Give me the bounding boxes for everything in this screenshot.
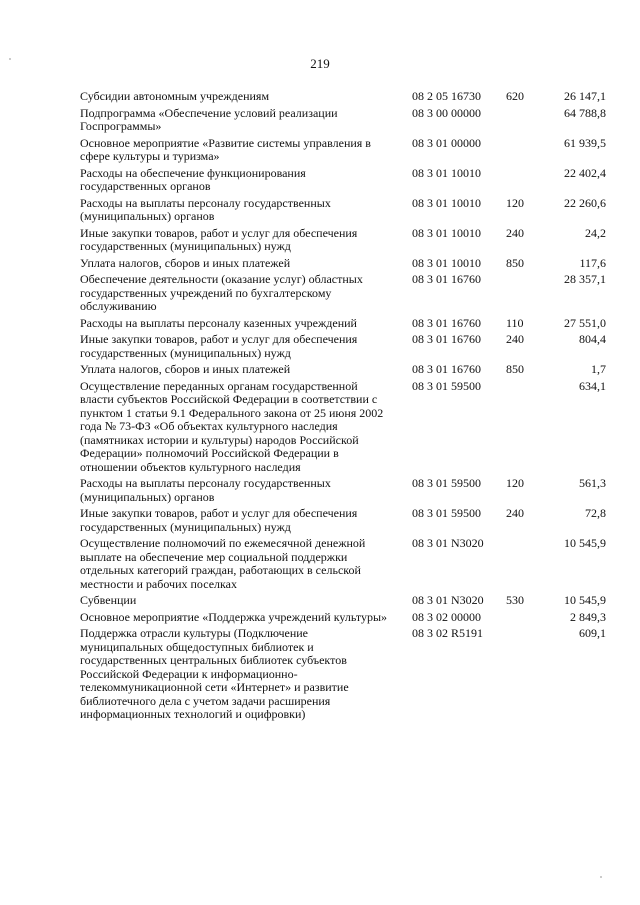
- row-code: 08 3 01 10010: [412, 225, 481, 240]
- page-number: 219: [310, 56, 330, 71]
- row-code: 08 3 00 00000: [412, 105, 481, 120]
- row-expense-kind: [504, 627, 544, 725]
- row-expense-kind: 240: [506, 332, 524, 346]
- row-sum: 804,4: [579, 332, 606, 346]
- row-sum: 24,2: [585, 225, 606, 240]
- table-row: [80, 507, 606, 537]
- row-sum: 2 849,3: [570, 609, 606, 624]
- row-sum: 22 402,4: [564, 165, 606, 180]
- row-name: Осуществление полномочий по ежемесячной денежной выплате на обеспечение мер социальной поддержки отдельных категорий граждан, работающих в сельской местности и рабочих поселках: [80, 536, 366, 591]
- table-row: [80, 90, 606, 107]
- row-name: Осуществление переданных органам государственной власти субъектов Российской Федерации в соответствии с пунктом 1 статьи 9.1 Федерального закона от 25 июня 2002 года № 73-ФЗ «Об объектах культурного наследия (памятниках истории и культуры) народов Российской Федерации» полномочий Российской Федерации в отношении объектов культурного наследия: [80, 378, 384, 474]
- budget-table: [80, 90, 606, 725]
- row-expense-kind: [504, 107, 544, 137]
- table-row: [80, 363, 606, 380]
- row-expense-kind: 240: [506, 506, 524, 520]
- table-row: [80, 137, 606, 167]
- row-expense-kind: 850: [506, 362, 524, 376]
- row-code: 08 3 01 N3020: [412, 536, 484, 550]
- row-expense-kind: 120: [506, 195, 524, 210]
- row-expense-kind: [504, 380, 544, 478]
- row-sum: 61 939,5: [564, 135, 606, 150]
- row-name: Иные закупки товаров, работ и услуг для обеспечения государственных (муниципальных) нужд: [80, 225, 358, 253]
- row-name: Субвенции: [80, 593, 137, 607]
- row-sum: 72,8: [585, 506, 606, 520]
- table-row: [80, 257, 606, 274]
- row-sum: 26 147,1: [564, 89, 606, 103]
- table-row: [80, 167, 606, 197]
- row-name: Иные закупки товаров, работ и услуг для обеспечения государственных (муниципальных) нужд: [80, 332, 358, 360]
- row-expense-kind: 240: [506, 225, 524, 240]
- table-row: [80, 333, 606, 363]
- row-name: Расходы на выплаты персоналу казенных учреждений: [80, 315, 357, 330]
- row-expense-kind: 530: [506, 593, 524, 607]
- row-name: Уплата налогов, сборов и иных платежей: [80, 255, 291, 270]
- row-name: Иные закупки товаров, работ и услуг для обеспечения государственных (муниципальных) нужд: [80, 506, 358, 534]
- row-code: 08 3 01 59500: [412, 476, 481, 490]
- row-sum: 64 788,8: [564, 105, 606, 120]
- row-name: Обеспечение деятельности (оказание услуг) областных государственных учреждений по бухгалтерскому обслуживанию: [80, 272, 363, 313]
- row-code: 08 3 01 59500: [412, 506, 481, 520]
- row-expense-kind: [504, 537, 544, 594]
- row-sum: 609,1: [579, 626, 606, 640]
- row-code: 08 3 01 59500: [412, 378, 481, 393]
- row-expense-kind: [504, 167, 544, 197]
- row-sum: 117,6: [579, 255, 606, 270]
- table-row: [80, 611, 606, 628]
- budget-table-body: [80, 90, 606, 725]
- row-code: 08 3 01 10010: [412, 165, 481, 180]
- row-name: Расходы на выплаты персоналу государственных (муниципальных) органов: [80, 195, 331, 223]
- row-name: Основное мероприятие «Развитие системы управления в сфере культуры и туризма»: [80, 135, 371, 163]
- row-expense-kind: 110: [506, 315, 524, 330]
- row-expense-kind: [504, 137, 544, 167]
- table-row: [80, 477, 606, 507]
- table-row: [80, 627, 606, 725]
- row-name: Подпрограмма «Обеспечение условий реализации Госпрограммы»: [80, 105, 338, 133]
- row-sum: 22 260,6: [564, 195, 606, 210]
- table-row: [80, 227, 606, 257]
- scan-speck: [9, 58, 11, 60]
- row-expense-kind: 620: [506, 89, 524, 103]
- row-sum: 28 357,1: [564, 272, 606, 286]
- row-sum: 634,1: [579, 378, 606, 393]
- row-code: 08 3 01 16760: [412, 332, 481, 346]
- row-name: Основное мероприятие «Поддержка учреждений культуры»: [80, 609, 388, 624]
- row-code: 08 3 02 R5191: [412, 626, 484, 640]
- table-row: [80, 317, 606, 334]
- row-sum: 27 551,0: [564, 315, 606, 330]
- table-row: [80, 197, 606, 227]
- row-sum: 10 545,9: [564, 593, 606, 607]
- row-expense-kind: 850: [506, 255, 524, 270]
- row-name: Уплата налогов, сборов и иных платежей: [80, 362, 291, 376]
- row-name: Поддержка отрасли культуры (Подключение муниципальных общедоступных библиотек и государственных центральных библиотек субъектов Российской Федерации к информационно-телекоммуникационной сети «Интернет» и развитие библиотечного дела с учетом задачи расширения информационных технологий и оцифровки): [80, 626, 349, 721]
- row-code: 08 3 01 16760: [412, 315, 481, 330]
- row-code: 08 3 02 00000: [412, 609, 481, 624]
- row-sum: 10 545,9: [564, 536, 606, 550]
- row-name: Расходы на выплаты персоналу государственных (муниципальных) органов: [80, 476, 331, 504]
- row-expense-kind: [504, 273, 544, 317]
- row-code: 08 3 01 00000: [412, 135, 481, 150]
- row-name: Расходы на обеспечение функционирования государственных органов: [80, 165, 306, 193]
- row-expense-kind: [504, 611, 544, 628]
- row-sum: 1,7: [591, 362, 606, 376]
- row-expense-kind: 120: [506, 476, 524, 490]
- scan-speck: [600, 876, 602, 878]
- table-row: [80, 273, 606, 317]
- row-sum: 561,3: [579, 476, 606, 490]
- row-code: 08 3 01 N3020: [412, 593, 484, 607]
- row-code: 08 3 01 16760: [412, 272, 481, 286]
- row-code: 08 3 01 10010: [412, 195, 481, 210]
- row-name: Субсидии автономным учреждениям: [80, 89, 270, 103]
- table-row: [80, 380, 606, 478]
- table-row: [80, 107, 606, 137]
- table-row: [80, 594, 606, 611]
- row-code: 08 3 01 16760: [412, 362, 481, 376]
- row-code: 08 2 05 16730: [412, 89, 481, 103]
- table-row: [80, 537, 606, 594]
- row-code: 08 3 01 10010: [412, 255, 481, 270]
